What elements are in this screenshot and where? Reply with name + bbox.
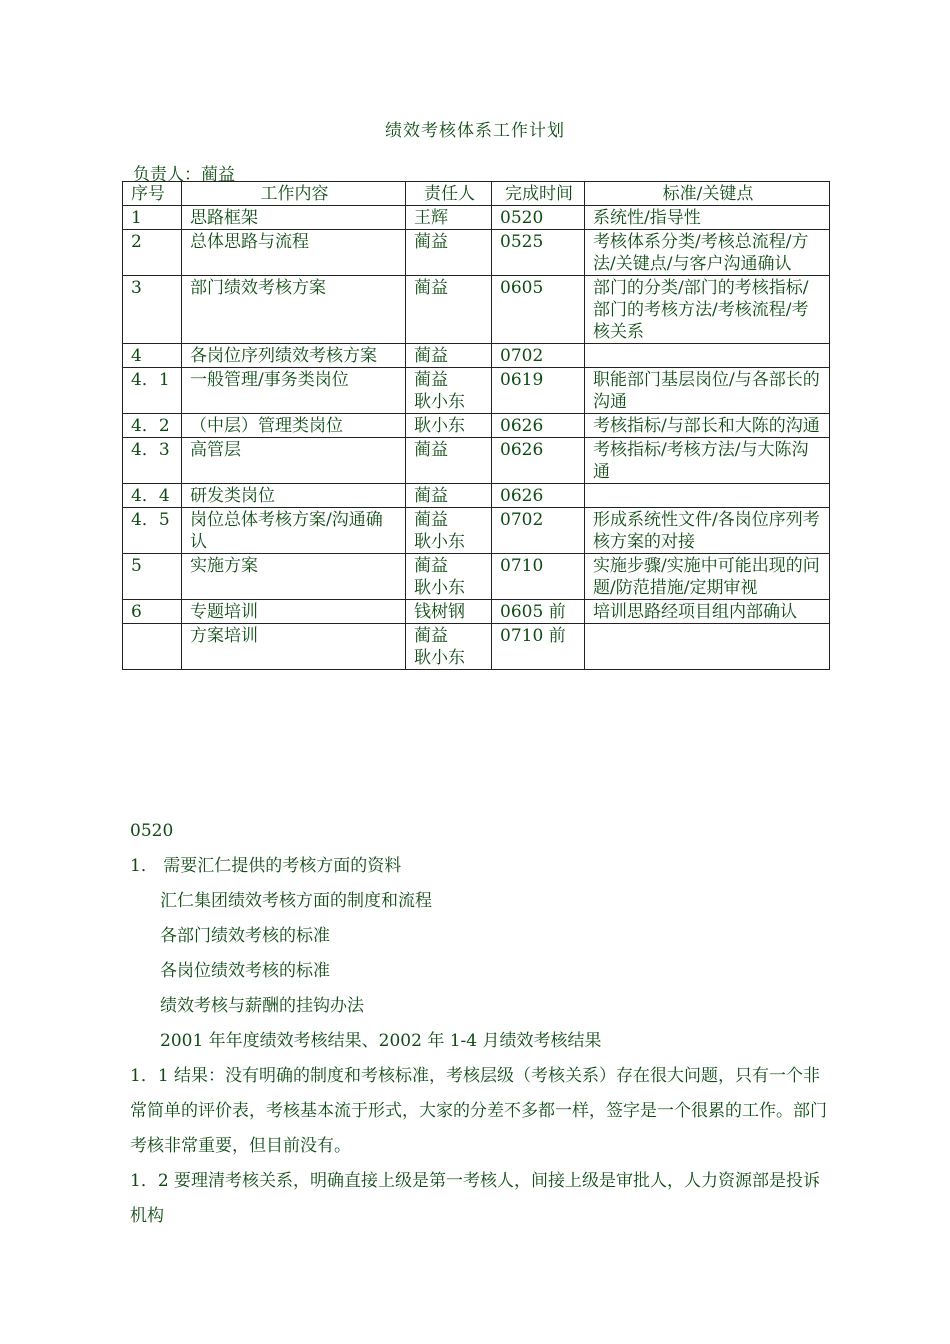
cell-task: 实施方案 <box>182 554 406 600</box>
cell-owner: 蔺益 耿小东 <box>406 554 492 600</box>
notes-paragraph-1-1: 1．1 结果：没有明确的制度和考核标准，考核层级（考核关系）存在很大问题，只有一个非常简单的评价表，考核基本流于形式，大家的分差不多都一样，签字是一个很累的工作。部门考核非常重要，但目前没有。 <box>130 1066 827 1156</box>
cell-criteria: 实施步骤/实施中可能出现的问题/防范措施/定期审视 <box>585 554 830 600</box>
cell-criteria: 系统性/指导性 <box>585 206 830 230</box>
table-row <box>123 206 830 230</box>
header-no: 序号 <box>123 182 182 206</box>
cell-owner: 蔺益 <box>406 230 492 276</box>
cell-due: 0702 <box>492 508 585 554</box>
material-item: 各部门绩效考核的标准 <box>160 926 330 946</box>
cell-due: 0605 <box>492 276 585 344</box>
notes-section <box>130 814 830 1234</box>
cell-owner: 蔺益 <box>406 276 492 344</box>
cell-task: （中层）管理类岗位 <box>182 414 406 438</box>
cell-task: 思路框架 <box>182 206 406 230</box>
table-row <box>123 508 830 554</box>
cell-no: 4．3 <box>123 438 182 484</box>
cell-due: 0520 <box>492 206 585 230</box>
table-row <box>123 554 830 600</box>
cell-task: 研发类岗位 <box>182 484 406 508</box>
cell-no: 4 <box>123 344 182 368</box>
cell-due: 0702 <box>492 344 585 368</box>
cell-no: 3 <box>123 276 182 344</box>
cell-task: 各岗位序列绩效考核方案 <box>182 344 406 368</box>
table-row <box>123 276 830 344</box>
table-row <box>123 344 830 368</box>
material-item: 2001 年年度绩效考核结果、2002 年 1-4 月绩效考核结果 <box>160 1031 602 1051</box>
cell-owner: 王辉 <box>406 206 492 230</box>
cell-owner: 蔺益 耿小东 <box>406 368 492 414</box>
cell-owner: 蔺益 <box>406 438 492 484</box>
cell-due: 0710 <box>492 554 585 600</box>
table-row <box>123 600 830 624</box>
cell-due: 0710 前 <box>492 624 585 670</box>
cell-task: 总体思路与流程 <box>182 230 406 276</box>
cell-no: 6 <box>123 600 182 624</box>
header-criteria: 标准/关键点 <box>585 182 830 206</box>
material-item: 各岗位绩效考核的标准 <box>160 961 330 981</box>
table-row <box>123 368 830 414</box>
cell-task: 方案培训 <box>182 624 406 670</box>
notes-paragraph-1-2: 1．2 要理清考核关系，明确直接上级是第一考核人，间接上级是审批人，人力资源部是投诉机构 <box>130 1171 821 1226</box>
notes-date: 0520 <box>130 821 174 841</box>
cell-task: 岗位总体考核方案/沟通确认 <box>182 508 406 554</box>
cell-due: 0605 前 <box>492 600 585 624</box>
cell-no: 4．4 <box>123 484 182 508</box>
material-item: 汇仁集团绩效考核方面的制度和流程 <box>160 891 432 911</box>
cell-task: 部门绩效考核方案 <box>182 276 406 344</box>
cell-criteria: 培训思路经项目组内部确认 <box>585 600 830 624</box>
cell-no: 5 <box>123 554 182 600</box>
cell-owner: 蔺益 <box>406 344 492 368</box>
table-row <box>123 624 830 670</box>
cell-criteria: 考核指标/考核方法/与大陈沟通 <box>585 438 830 484</box>
cell-owner: 蔺益 耿小东 <box>406 508 492 554</box>
cell-criteria: 部门的分类/部门的考核指标/部门的考核方法/考核流程/考核关系 <box>585 276 830 344</box>
cell-no: 4．1 <box>123 368 182 414</box>
table-row <box>123 484 830 508</box>
cell-no <box>123 624 182 670</box>
material-item: 绩效考核与薪酬的挂钩办法 <box>160 996 364 1016</box>
cell-task: 高管层 <box>182 438 406 484</box>
cell-criteria: 形成系统性文件/各岗位序列考核方案的对接 <box>585 508 830 554</box>
cell-due: 0626 <box>492 414 585 438</box>
cell-criteria <box>585 484 830 508</box>
cell-owner: 耿小东 <box>406 414 492 438</box>
notes-item-1: 1． 需要汇仁提供的考核方面的资料 <box>130 856 402 876</box>
cell-criteria: 职能部门基层岗位/与各部长的沟通 <box>585 368 830 414</box>
cell-no: 4．2 <box>123 414 182 438</box>
cell-owner: 钱树钢 <box>406 600 492 624</box>
cell-criteria <box>585 344 830 368</box>
cell-task: 专题培训 <box>182 600 406 624</box>
cell-due: 0525 <box>492 230 585 276</box>
table-row <box>123 438 830 484</box>
cell-due: 0626 <box>492 438 585 484</box>
cell-owner: 蔺益 耿小东 <box>406 624 492 670</box>
cell-criteria: 考核指标/与部长和大陈的沟通 <box>585 414 830 438</box>
cell-no: 1 <box>123 206 182 230</box>
header-owner: 责任人 <box>406 182 492 206</box>
cell-owner: 蔺益 <box>406 484 492 508</box>
header-due: 完成时间 <box>492 182 585 206</box>
owner-line: 负责人：蔺益 <box>133 165 235 185</box>
table-row <box>123 230 830 276</box>
cell-criteria <box>585 624 830 670</box>
document-title: 绩效考核体系工作计划 <box>385 121 565 141</box>
cell-task: 一般管理/事务类岗位 <box>182 368 406 414</box>
cell-no: 2 <box>123 230 182 276</box>
table-header-row <box>123 182 830 206</box>
cell-criteria: 考核体系分类/考核总流程/方法/关键点/与客户沟通确认 <box>585 230 830 276</box>
header-task: 工作内容 <box>182 182 406 206</box>
work-plan-table <box>122 181 830 670</box>
cell-due: 0619 <box>492 368 585 414</box>
cell-due: 0626 <box>492 484 585 508</box>
table-row <box>123 414 830 438</box>
cell-no: 4．5 <box>123 508 182 554</box>
